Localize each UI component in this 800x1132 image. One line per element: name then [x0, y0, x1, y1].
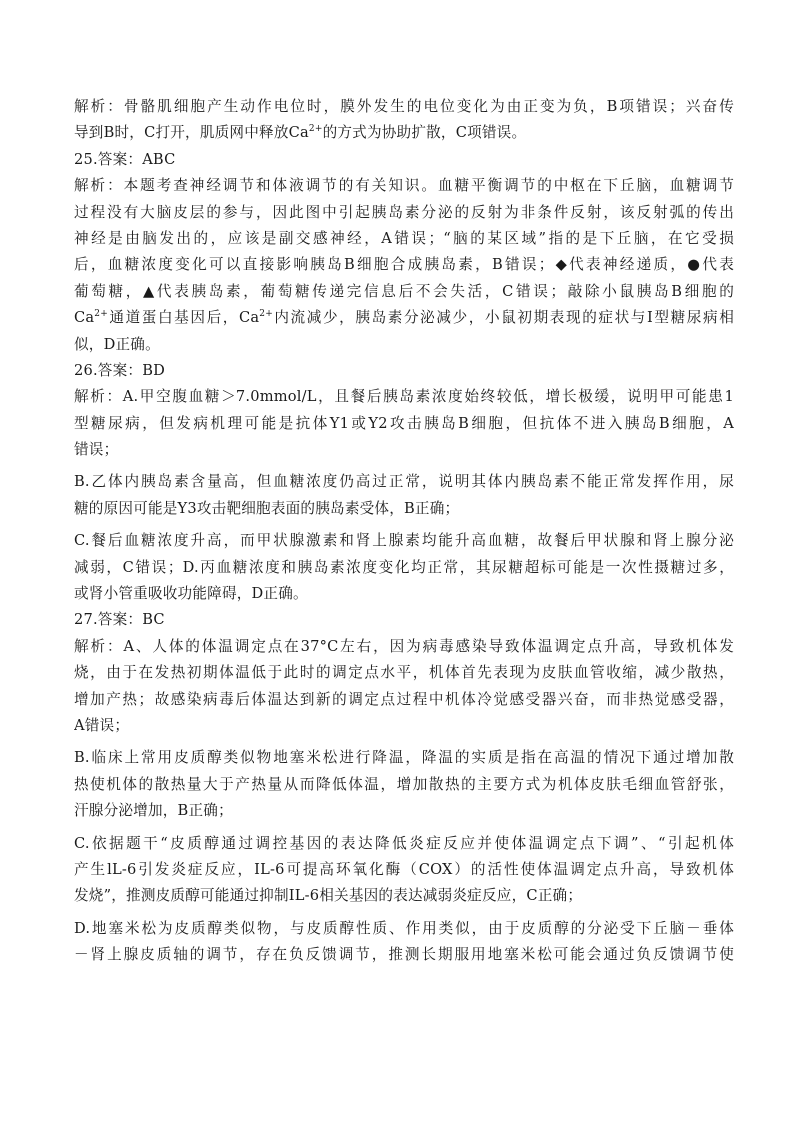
superscript: 2+ — [308, 124, 323, 135]
q24-analysis-line — [74, 120, 734, 146]
q25-analysis-line: 过程没有大脑皮层的参与，因此图中引起胰岛素分泌的反射为非条件反射，该反射弧的传出 — [74, 203, 734, 221]
q27-analysis-line: 增加产热；故感染病毒后体温达到新的调定点过程中机体冷觉感受器兴奋，而非热觉感受器， — [74, 690, 734, 708]
q26-analysis-line: 减弱，C错误；D.丙血糖浓度和胰岛素浓度变化均正常，其尿糖超标可能是一次性摄糖过多， — [74, 558, 734, 576]
q27-analysis-line: 发烧”，推测皮质醇可能通过抑制IL-6相关基因的表达减弱炎症反应，C正确； — [74, 887, 583, 905]
q25-analysis-line: 后，血糖浓度变化可以直接影响胰岛B细胞合成胰岛素，B错误；◆代表神经递质，●代表 — [74, 256, 734, 274]
q27-analysis-line: A错误； — [74, 716, 130, 734]
q26-analysis-line: 错误； — [74, 441, 119, 459]
q25-answer: 25.答案：ABC — [74, 150, 176, 168]
q27-analysis-line: 解析：A、人体的体温调定点在37°C左右，因为病毒感染导致体温调定点升高，导致机体发 — [74, 637, 734, 655]
q26-analysis-line: C.餐后血糖浓度升高，而甲状腺激素和肾上腺素均能升高血糖，故餐后甲状腺和肾上腺分泌 — [74, 532, 734, 550]
text-run: 通道蛋白基因后，Ca — [107, 309, 260, 327]
q25-analysis-line: 似，D正确。 — [74, 335, 160, 353]
q27-answer: 27.答案：BC — [74, 611, 165, 629]
q26-analysis-line: B.乙体内胰岛素含量高，但血糖浓度仍高过正常，说明其体内胰岛素不能正常发挥作用，尿 — [74, 473, 734, 491]
answer-key-page — [74, 94, 734, 969]
q26-answer: 26.答案：BD — [74, 361, 166, 379]
q27-analysis-line: B.临床上常用皮质醇类似物地塞米松进行降温，降温的实质是指在高温的情况下通过增加散 — [74, 749, 734, 767]
superscript: 2+ — [259, 309, 273, 320]
text-run: 导到B时，C打开，肌质网中释放Ca — [74, 124, 309, 142]
q27-analysis-line: 汗腺分泌增加，B正确； — [74, 802, 233, 820]
q25-analysis-line: 神经是由脑发出的，应该是副交感神经，A错误；“脑的某区域”指的是下丘脑，在它受损 — [74, 229, 734, 247]
text-run: Ca — [74, 309, 95, 327]
q27-analysis-line: 烧，由于在发热初期体温低于此时的调定点水平，机体首先表现为皮肤血管收缩，减少散热， — [74, 664, 734, 682]
text-run: 内流减少，胰岛素分泌减少，小鼠初期表现的症状与Ⅰ型糖尿病相 — [272, 309, 734, 327]
q27-analysis-line: －肾上腺皮质轴的调节，存在负反馈调节，推测长期服用地塞米松可能会通过负反馈调节使 — [74, 946, 734, 964]
q26-analysis-line: 型糖尿病，但发病机理可能是抗体Y1或Y2攻击胰岛B细胞，但抗体不进入胰岛B细胞，A — [74, 414, 734, 432]
q26-analysis-line: 或肾小管重吸收功能障碍，D正确。 — [74, 585, 308, 603]
q26-analysis-line: 糖的原因可能是Y3攻击靶细胞表面的胰岛素受体，B正确； — [74, 499, 460, 517]
text-run: 的方式为协助扩散，C项错误。 — [322, 124, 527, 142]
q26-analysis-line: 解析：A.甲空腹血糖＞7.0mmol/L，且餐后胰岛素浓度始终较低，增长极缓，说明甲可能患1 — [74, 388, 734, 406]
q24-analysis-line: 解析：骨骼肌细胞产生动作电位时，膜外发生的电位变化为由正变为负，B项错误；兴奋传 — [74, 98, 734, 115]
q27-analysis-line: 热使机体的散热量大于产热量从而降低体温，增加散热的主要方式为机体皮肤毛细血管舒张， — [74, 775, 734, 793]
q25-analysis-line — [74, 305, 734, 331]
q27-analysis-line: D.地塞米松为皮质醇类似物，与皮质醇性质、作用类似，由于皮质醇的分泌受下丘脑－垂体 — [74, 919, 734, 937]
q25-analysis-line: 葡萄糖，▲代表胰岛素，葡萄糖传递完信息后不会失活，C错误；敲除小鼠胰岛B细胞的 — [74, 282, 734, 300]
q27-analysis-line: C.依据题干“皮质醇通过调控基因的表达降低炎症反应并使体温调定点下调”、“引起机体 — [74, 834, 734, 852]
q25-analysis-line: 解析：本题考查神经调节和体液调节的有关知识。血糖平衡调节的中枢在下丘脑，血糖调节 — [74, 177, 734, 195]
superscript: 2+ — [94, 309, 108, 320]
q27-analysis-line: 产生lL-6引发炎症反应，IL-6可提高环氧化酶（COX）的活性使体温调定点升高，导致机体 — [74, 860, 734, 878]
